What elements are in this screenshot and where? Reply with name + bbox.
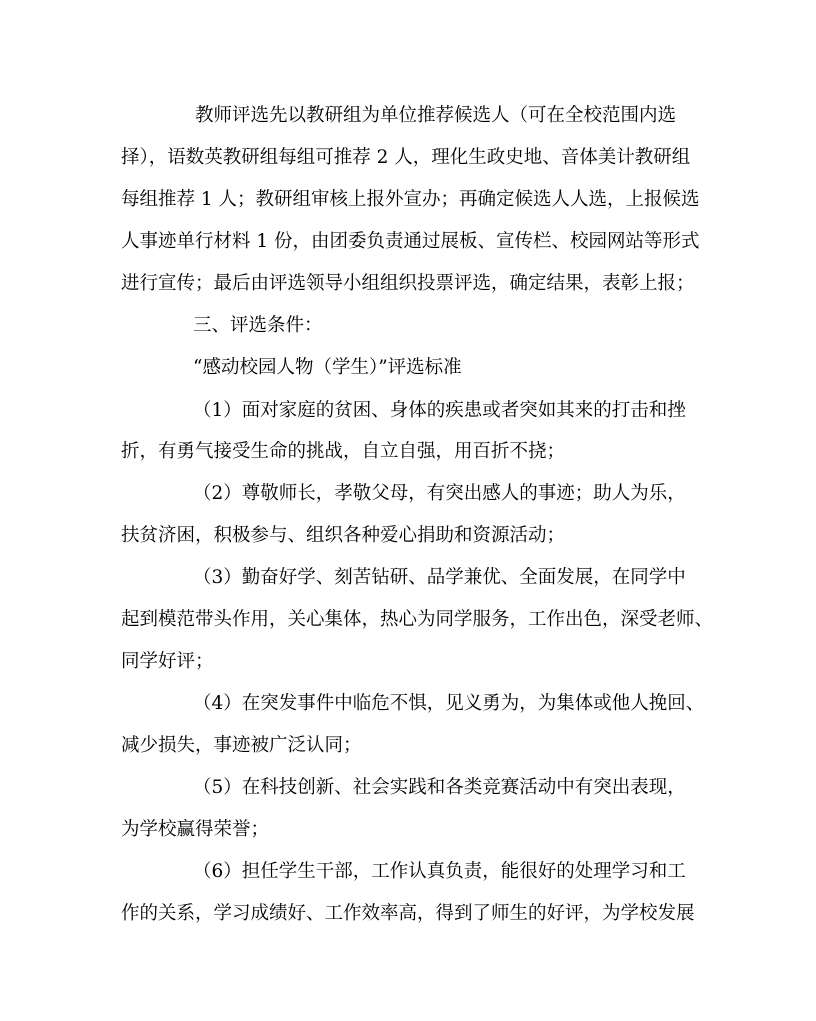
- subsection-heading: “感动校园人物（学生）”评选标准: [193, 357, 462, 378]
- paragraph-line: 教师评选先以教研组为单位推荐候选人（可在全校范围内选: [195, 105, 677, 126]
- section-heading: 三、评选条件：: [193, 315, 323, 336]
- paragraph-line: 减少损失，事迹被广泛认同；: [121, 735, 362, 756]
- paragraph-line: 每组推荐 1 人；教研组审核上报外宣办；再确定候选人人选，上报候选: [121, 189, 700, 210]
- criteria-item-4: （4）在突发事件中临危不惧，见义勇为，为集体或他人挽回、: [193, 693, 705, 714]
- paragraph-line: 为学校赢得荣誉；: [121, 819, 270, 840]
- criteria-item-2: （2）尊敬师长，孝敬父母，有突出感人的事迹；助人为乐，: [193, 483, 686, 504]
- paragraph-line: 起到模范带头作用，关心集体，热心为同学服务，工作出色，深受老师、: [121, 609, 714, 630]
- criteria-item-6: （6）担任学生干部，工作认真负责，能很好的处理学习和工: [193, 861, 686, 882]
- paragraph-line: 择），语数英教研组每组可推荐 2 人，理化生政史地、音体美计教研组: [121, 147, 691, 168]
- paragraph-line: 人事迹单行材料 1 份，由团委负责通过展板、宣传栏、校园网站等形式: [121, 231, 700, 252]
- paragraph-line: 扶贫济困，积极参与、组织各种爱心捐助和资源活动；: [121, 525, 566, 546]
- paragraph-line: 同学好评；: [121, 651, 214, 672]
- paragraph-line: 折，有勇气接受生命的挑战，自立自强，用百折不挠；: [121, 441, 566, 462]
- criteria-item-3: （3）勤奋好学、刻苦钻研、品学兼优、全面发展，在同学中: [193, 567, 686, 588]
- criteria-item-5: （5）在科技创新、社会实践和各类竞赛活动中有突出表现，: [193, 777, 686, 798]
- paragraph-line: 进行宣传；最后由评选领导小组组织投票评选，确定结果，表彰上报；: [121, 273, 695, 294]
- criteria-item-1: （1）面对家庭的贫困、身体的疾患或者突如其来的打击和挫: [193, 400, 686, 421]
- paragraph-line: 作的关系，学习成绩好、工作效率高，得到了师生的好评，为学校发展: [121, 903, 695, 924]
